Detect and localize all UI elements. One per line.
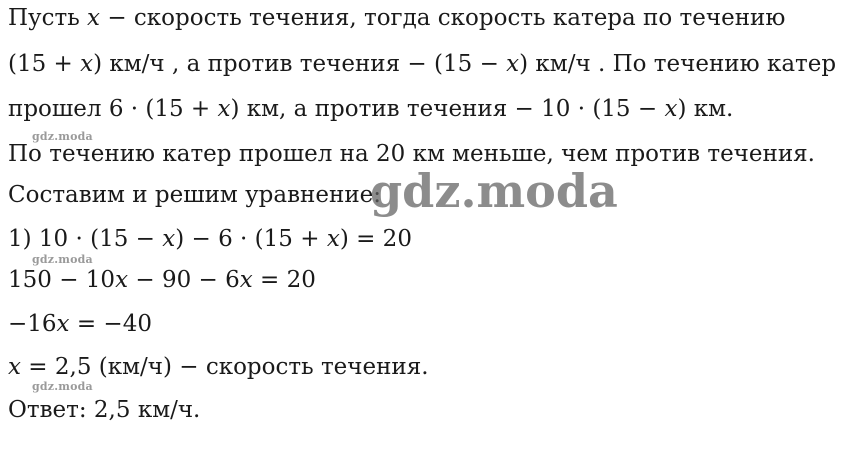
variable-x: x (162, 226, 176, 252)
text: Пусть (8, 5, 88, 31)
line-7 (8, 266, 316, 294)
line-5: Составим и решим уравнение: (8, 182, 382, 208)
text: ) − 6 · (15 + (175, 226, 327, 252)
text: − скорость течения, тогда скорость катера по течению (100, 5, 786, 31)
line-6 (8, 225, 412, 253)
line-8 (8, 310, 152, 338)
text: 1) 10 · (15 − (8, 226, 163, 252)
variable-x: x (506, 51, 520, 77)
variable-x: x (8, 354, 21, 380)
text: 150 − 10 (8, 267, 116, 293)
text: ) км/ч , а против течения − (15 − (93, 51, 507, 77)
text: ) км/ч . По течению катер (519, 51, 837, 77)
text: ) км. (677, 96, 734, 122)
watermark-small: gdz.moda (32, 130, 93, 143)
text: = 2,5 (км/ч) − скорость течения. (20, 354, 429, 380)
variable-x: x (664, 96, 678, 122)
variable-x: x (115, 267, 129, 293)
variable-x: x (326, 226, 340, 252)
text: − 90 − 6 (128, 267, 240, 293)
text: = 20 (252, 267, 316, 293)
text: −16 (8, 311, 57, 337)
text: ) км, а против течения − 10 · (15 − (230, 96, 665, 122)
text: = −40 (69, 311, 152, 337)
line-2 (8, 50, 836, 78)
line-9 (8, 353, 429, 381)
line-4: По течению катер прошел на 20 км меньше, чем против течения. (8, 141, 815, 167)
line-3 (8, 95, 733, 123)
variable-x: x (56, 311, 70, 337)
variable-x: x (87, 5, 101, 31)
line-1 (8, 4, 785, 32)
watermark-small: gdz.moda (32, 380, 93, 393)
line-10-answer: Ответ: 2,5 км/ч. (8, 397, 201, 423)
text: ) = 20 (339, 226, 412, 252)
variable-x: x (239, 267, 253, 293)
variable-x: x (80, 51, 94, 77)
variable-x: x (217, 96, 231, 122)
text: прошел 6 · (15 + (8, 96, 218, 122)
watermark-large: gdz.moda (370, 164, 618, 218)
text: (15 + (8, 51, 81, 77)
watermark-small: gdz.moda (32, 253, 93, 266)
